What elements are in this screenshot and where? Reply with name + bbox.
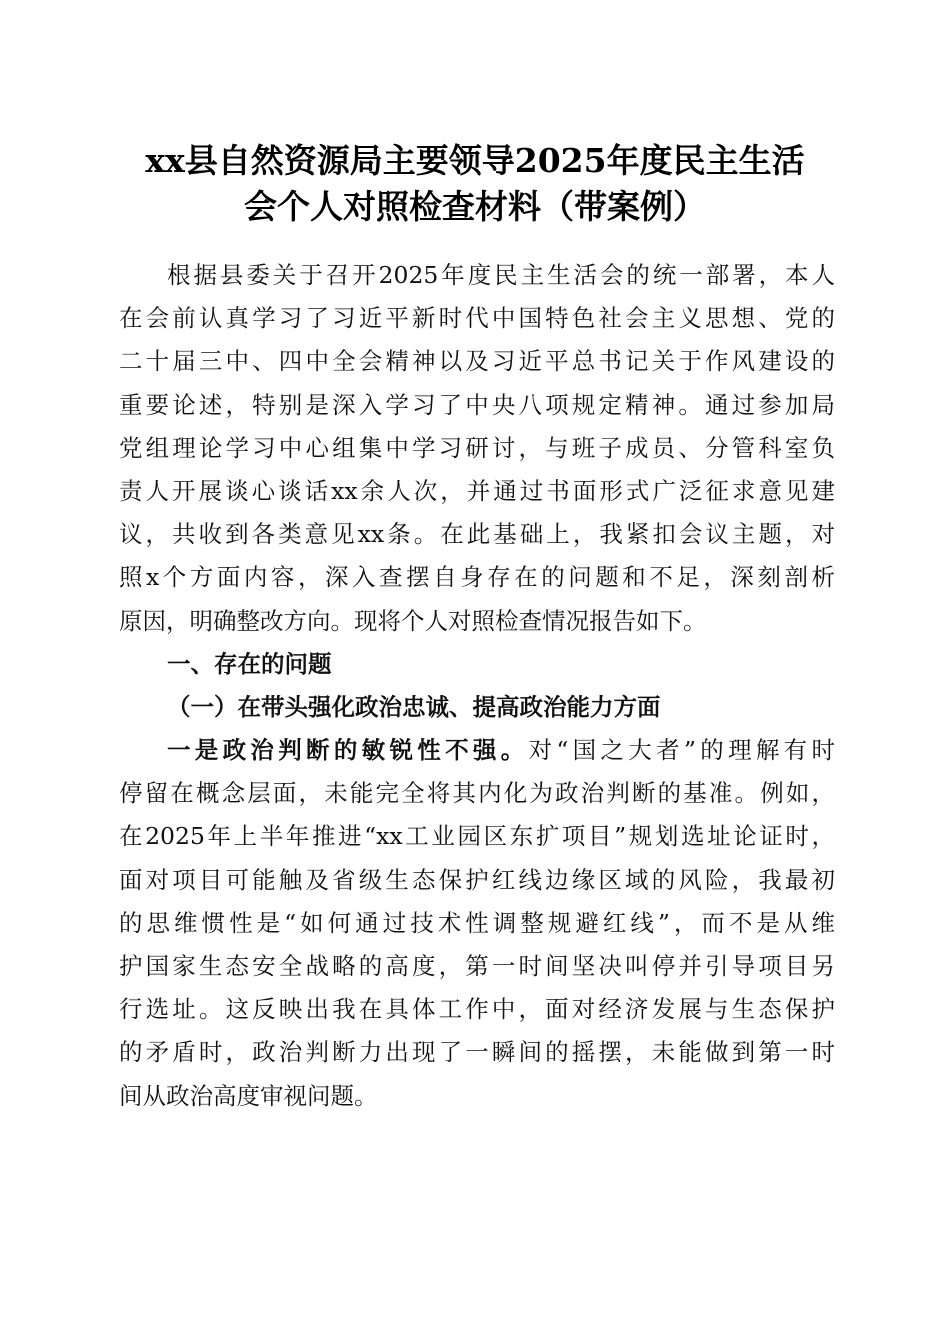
subsection-heading: （一）在带头强化政治忠诚、提高政治能力方面 xyxy=(167,692,661,721)
problem-line: 停留在概念层面，未能完全将其内化为政治判断的基准。例如， xyxy=(119,779,835,808)
intro-line: 二十届三中、四中全会精神以及习近平总书记关于作风建设的 xyxy=(119,347,835,376)
intro-line: 在会前认真学习了习近平新时代中国特色社会主义思想、党的 xyxy=(119,304,835,333)
problem-first-rest: 对“国之大者”的理解有时 xyxy=(528,736,835,765)
problem-lead: 一是政治判断的敏锐性不强。 xyxy=(167,736,529,765)
intro-line: 重要论述，特别是深入学习了中央八项规定精神。通过参加局 xyxy=(119,390,835,419)
document-title xyxy=(100,138,850,230)
problem-paragraph xyxy=(119,729,835,1118)
problem-line: 在2025年上半年推进“xx工业园区东扩项目”规划选址论证时， xyxy=(119,822,835,851)
problem-line: 护国家生态安全战略的高度，第一时间坚决叫停并引导项目另 xyxy=(119,952,835,980)
problem-first-line xyxy=(119,729,835,772)
problem-line: 行选址。这反映出我在具体工作中，面对经济发展与生态保护 xyxy=(119,995,835,1024)
intro-line: 原因，明确整改方向。现将个人对照检查情况报告如下。 xyxy=(119,606,707,635)
intro-line: 根据县委关于召开2025年度民主生活会的统一部署，本人 xyxy=(167,261,835,289)
problem-line: 的矛盾时，政治判断力出现了一瞬间的摇摆，未能做到第一时 xyxy=(119,1038,835,1067)
document-body xyxy=(119,254,835,1118)
section-heading: 一、存在的问题 xyxy=(167,649,332,678)
intro-line: 党组理论学习中心组集中学习研讨，与班子成员、分管科室负 xyxy=(119,433,835,462)
title-line-1: xx县自然资源局主要领导2025年度民主生活 xyxy=(145,141,805,180)
intro-line: 责人开展谈心谈话xx余人次，并通过书面形式广泛征求意见建 xyxy=(119,476,835,505)
problem-line: 面对项目可能触及省级生态保护红线边缘区域的风险，我最初 xyxy=(119,865,835,894)
title-line-2: 会个人对照检查材料（带案例） xyxy=(244,187,706,226)
intro-line: 议，共收到各类意见xx条。在此基础上，我紧扣会议主题，对 xyxy=(119,520,835,549)
intro-line: 照x个方面内容，深入查摆自身存在的问题和不足，深刻剖析 xyxy=(119,563,835,592)
intro-paragraph xyxy=(119,254,835,643)
problem-line: 的思维惯性是“如何通过技术性调整规避红线”，而不是从维 xyxy=(119,908,835,937)
problem-line: 间从政治高度审视问题。 xyxy=(119,1081,378,1110)
